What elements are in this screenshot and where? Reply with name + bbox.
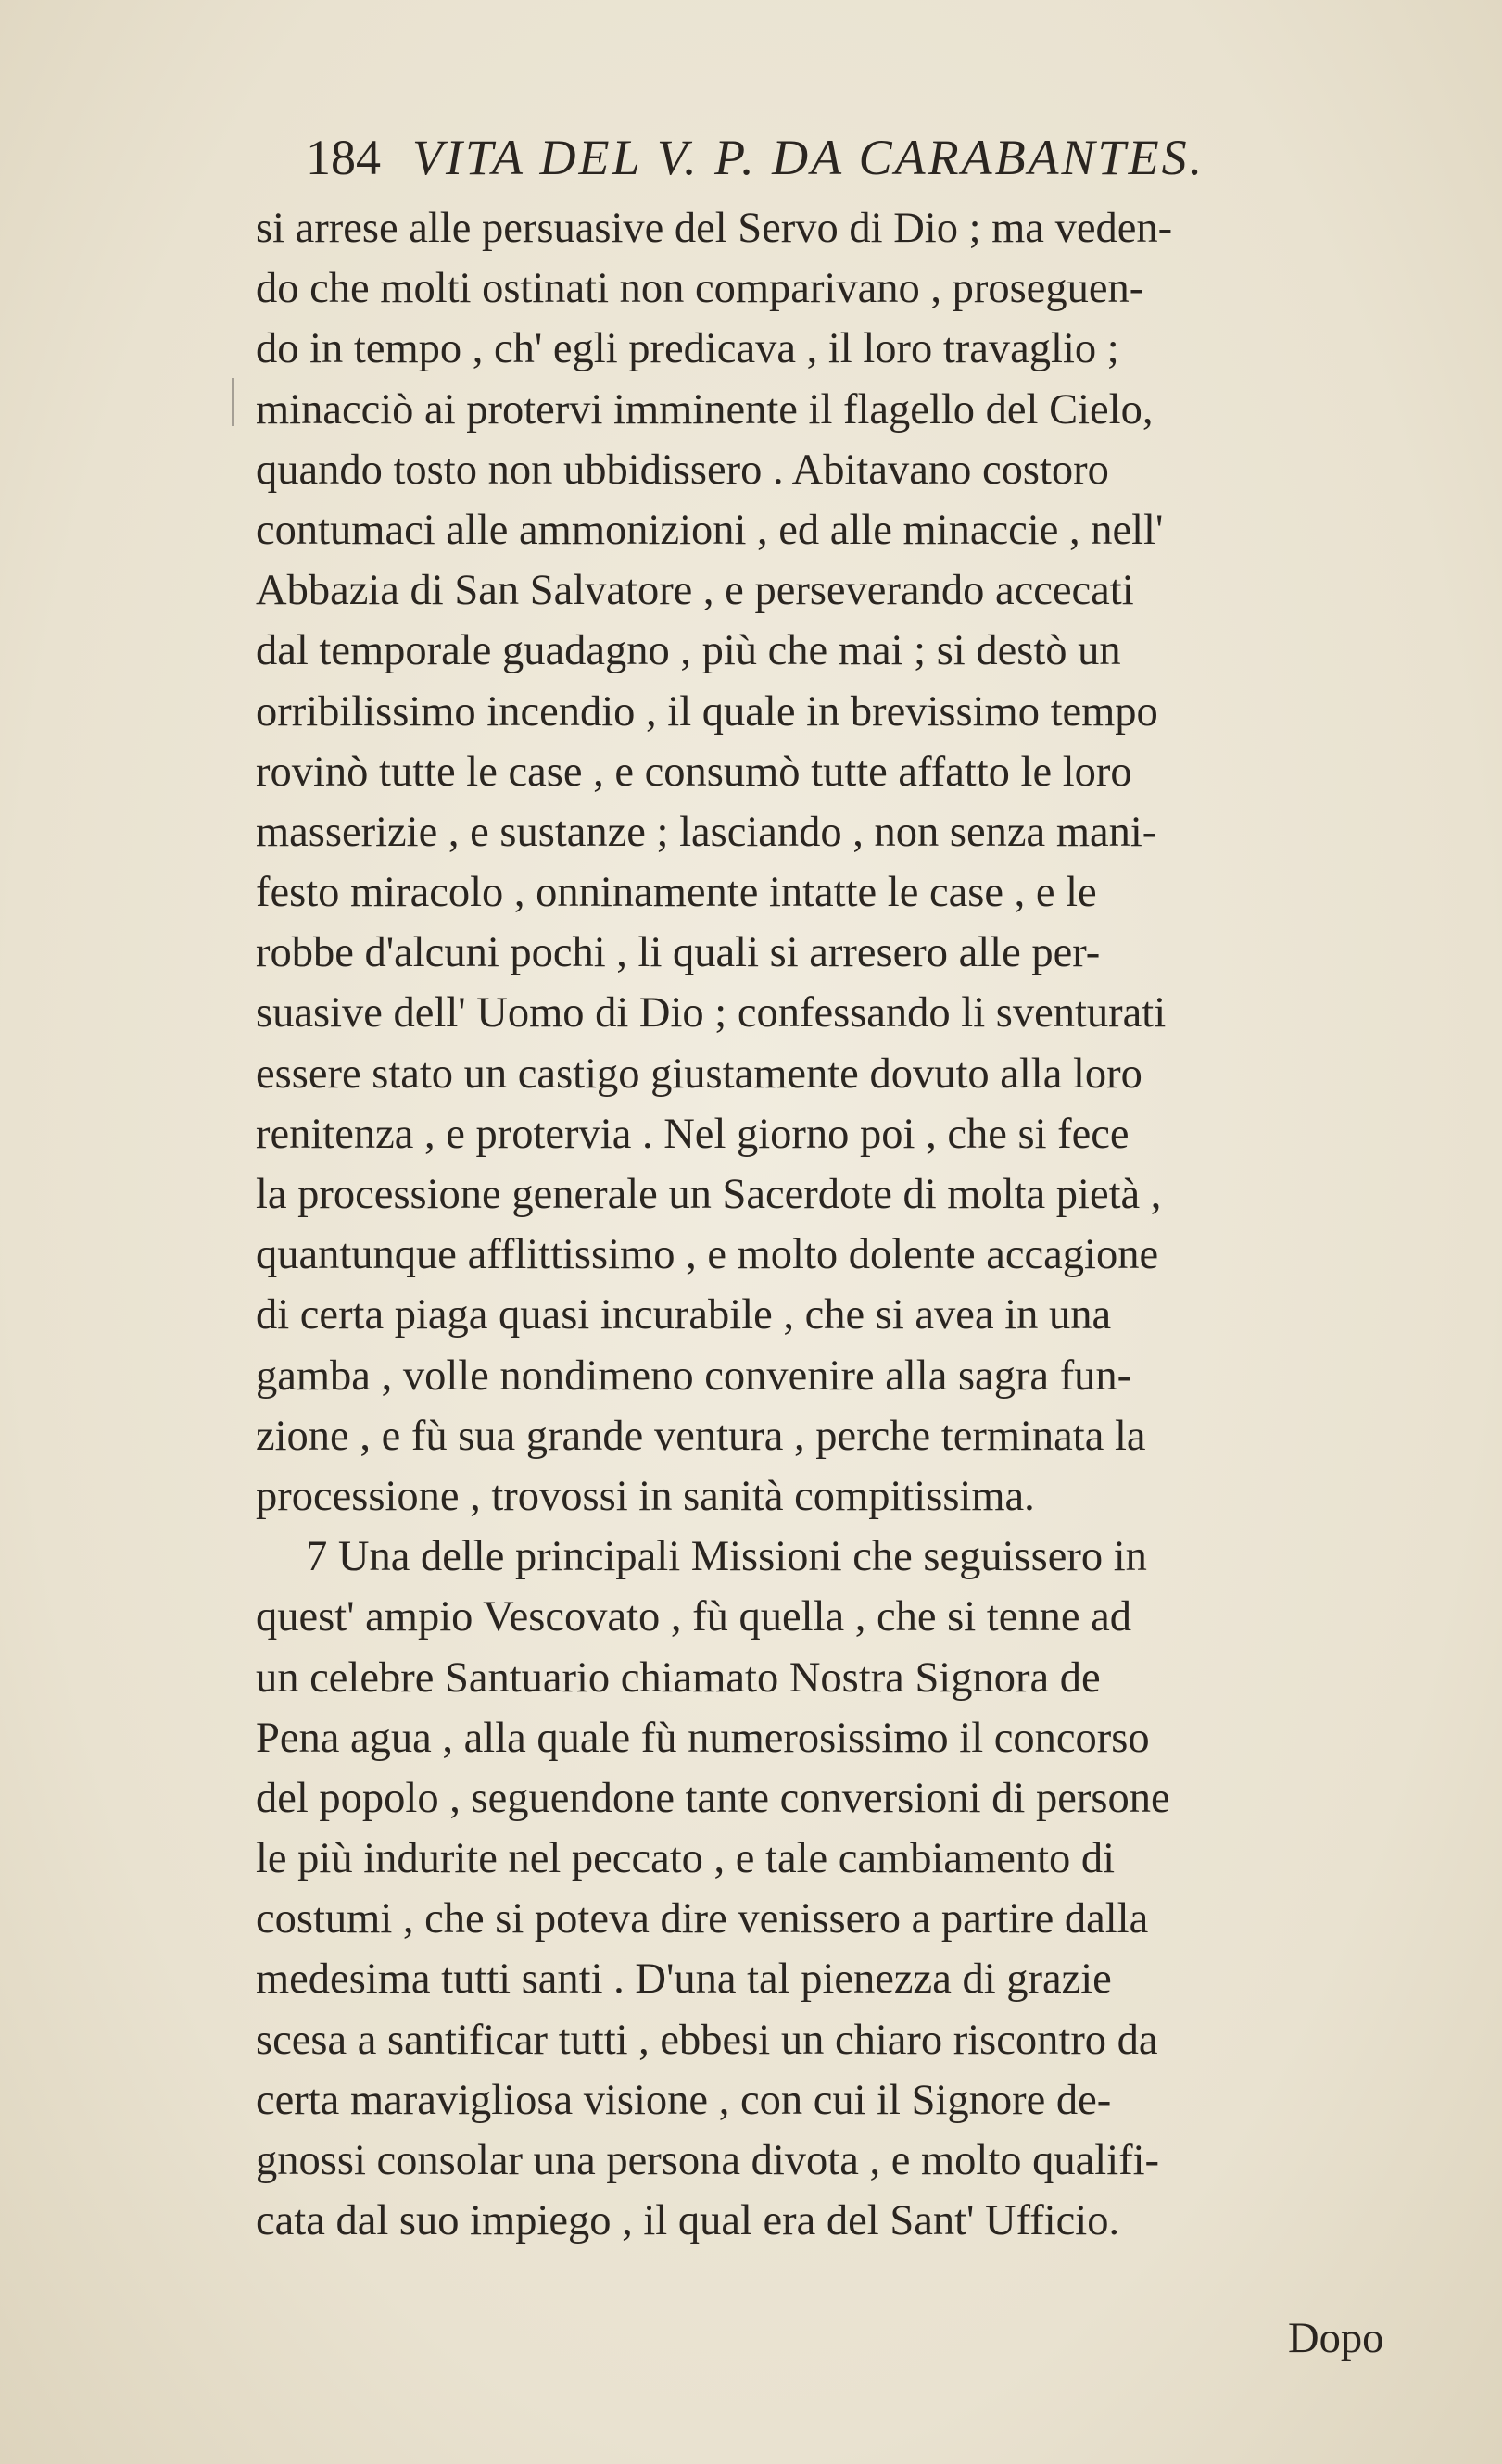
- text-line: la processione generale un Sacerdote di molta pietà ,: [256, 1171, 1162, 1218]
- page-number: 184: [306, 130, 381, 185]
- margin-mark: [232, 378, 234, 426]
- text-line: festo miracolo , onninamente intatte le case , e le: [256, 869, 1097, 917]
- text-line: robbe d'alcuni pochi , li quali si arresero alle per-: [256, 929, 1101, 977]
- text-line: scesa a santificar tutti , ebbesi un chiaro riscontro da: [256, 2016, 1158, 2064]
- text-line: renitenza , e protervia . Nel giorno poi , che si fece: [256, 1110, 1130, 1158]
- body-text: [256, 198, 1497, 2251]
- text-line: rovinò tutte le case , e consumò tutte affatto le loro: [256, 748, 1132, 796]
- text-line: essere stato un castigo giustamente dovuto alla loro: [256, 1050, 1142, 1098]
- text-line: le più indurite nel peccato , e tale cambiamento di: [256, 1835, 1116, 1883]
- text-line: contumaci alle ammonizioni , ed alle minaccie , nell': [256, 506, 1164, 554]
- text-line: costumi , che si poteva dire venissero a partire dalla: [256, 1895, 1149, 1943]
- text-line: di certa piaga quasi incurabile , che si avea in una: [256, 1291, 1112, 1339]
- text-line: processione , trovossi in sanità compitissima.: [256, 1472, 1035, 1520]
- text-line: quantunque afflittissimo , e molto dolente accagione: [256, 1231, 1159, 1279]
- page-header: [306, 120, 1492, 195]
- text-line: zione , e fù sua grande ventura , perche terminata la: [256, 1412, 1146, 1460]
- catchword: Dopo: [1288, 2315, 1384, 2362]
- text-line: suasive dell' Uomo di Dio ; confessando li sventurati: [256, 989, 1167, 1037]
- text-line: cata dal suo impiego , il qual era del Sant' Ufficio.: [256, 2197, 1120, 2245]
- text-line: do in tempo , ch' egli predicava , il loro travaglio ;: [256, 325, 1119, 373]
- text-line: gamba , volle nondimeno convenire alla sagra fun-: [256, 1351, 1132, 1400]
- text-line: orribilissimo incendio , il quale in brevissimo tempo: [256, 687, 1158, 735]
- text-line: gnossi consolar una persona divota , e molto qualifi-: [256, 2137, 1160, 2184]
- text-line: Abbazia di San Salvatore , e perseverando accecati: [256, 567, 1134, 615]
- text-line: un celebre Santuario chiamato Nostra Signora de: [256, 1653, 1101, 1702]
- text-line: minacciò ai protervi imminente il flagello del Cielo,: [256, 385, 1154, 434]
- paragraph-start-line: 7 Una delle principali Missioni che seguissero in: [306, 1533, 1147, 1581]
- text-line: del popolo , seguendone tante conversioni di persone: [256, 1774, 1170, 1822]
- text-line: certa maravigliosa visione , con cui il Signore de-: [256, 2076, 1112, 2124]
- text-line: quest' ampio Vescovato , fù quella , che si tenne ad: [256, 1593, 1132, 1641]
- text-line: dal temporale guadagno , più che mai ; si destò un: [256, 627, 1121, 675]
- text-line: quando tosto non ubbidissero . Abitavano costoro: [256, 446, 1109, 494]
- text-line: medesima tutti santi . D'una tal pienezza di grazie: [256, 1955, 1112, 2004]
- text-line: masserizie , e sustanze ; lasciando , non senza mani-: [256, 808, 1157, 856]
- text-line: Pena agua , alla quale fù numerosissimo il concorso: [256, 1714, 1150, 1762]
- text-line: si arrese alle persuasive del Servo di Dio ; ma veden-: [256, 205, 1173, 252]
- running-head: VITA DEL V. P. DA CARABANTES.: [412, 130, 1205, 185]
- text-line: do che molti ostinati non comparivano , proseguen-: [256, 265, 1144, 313]
